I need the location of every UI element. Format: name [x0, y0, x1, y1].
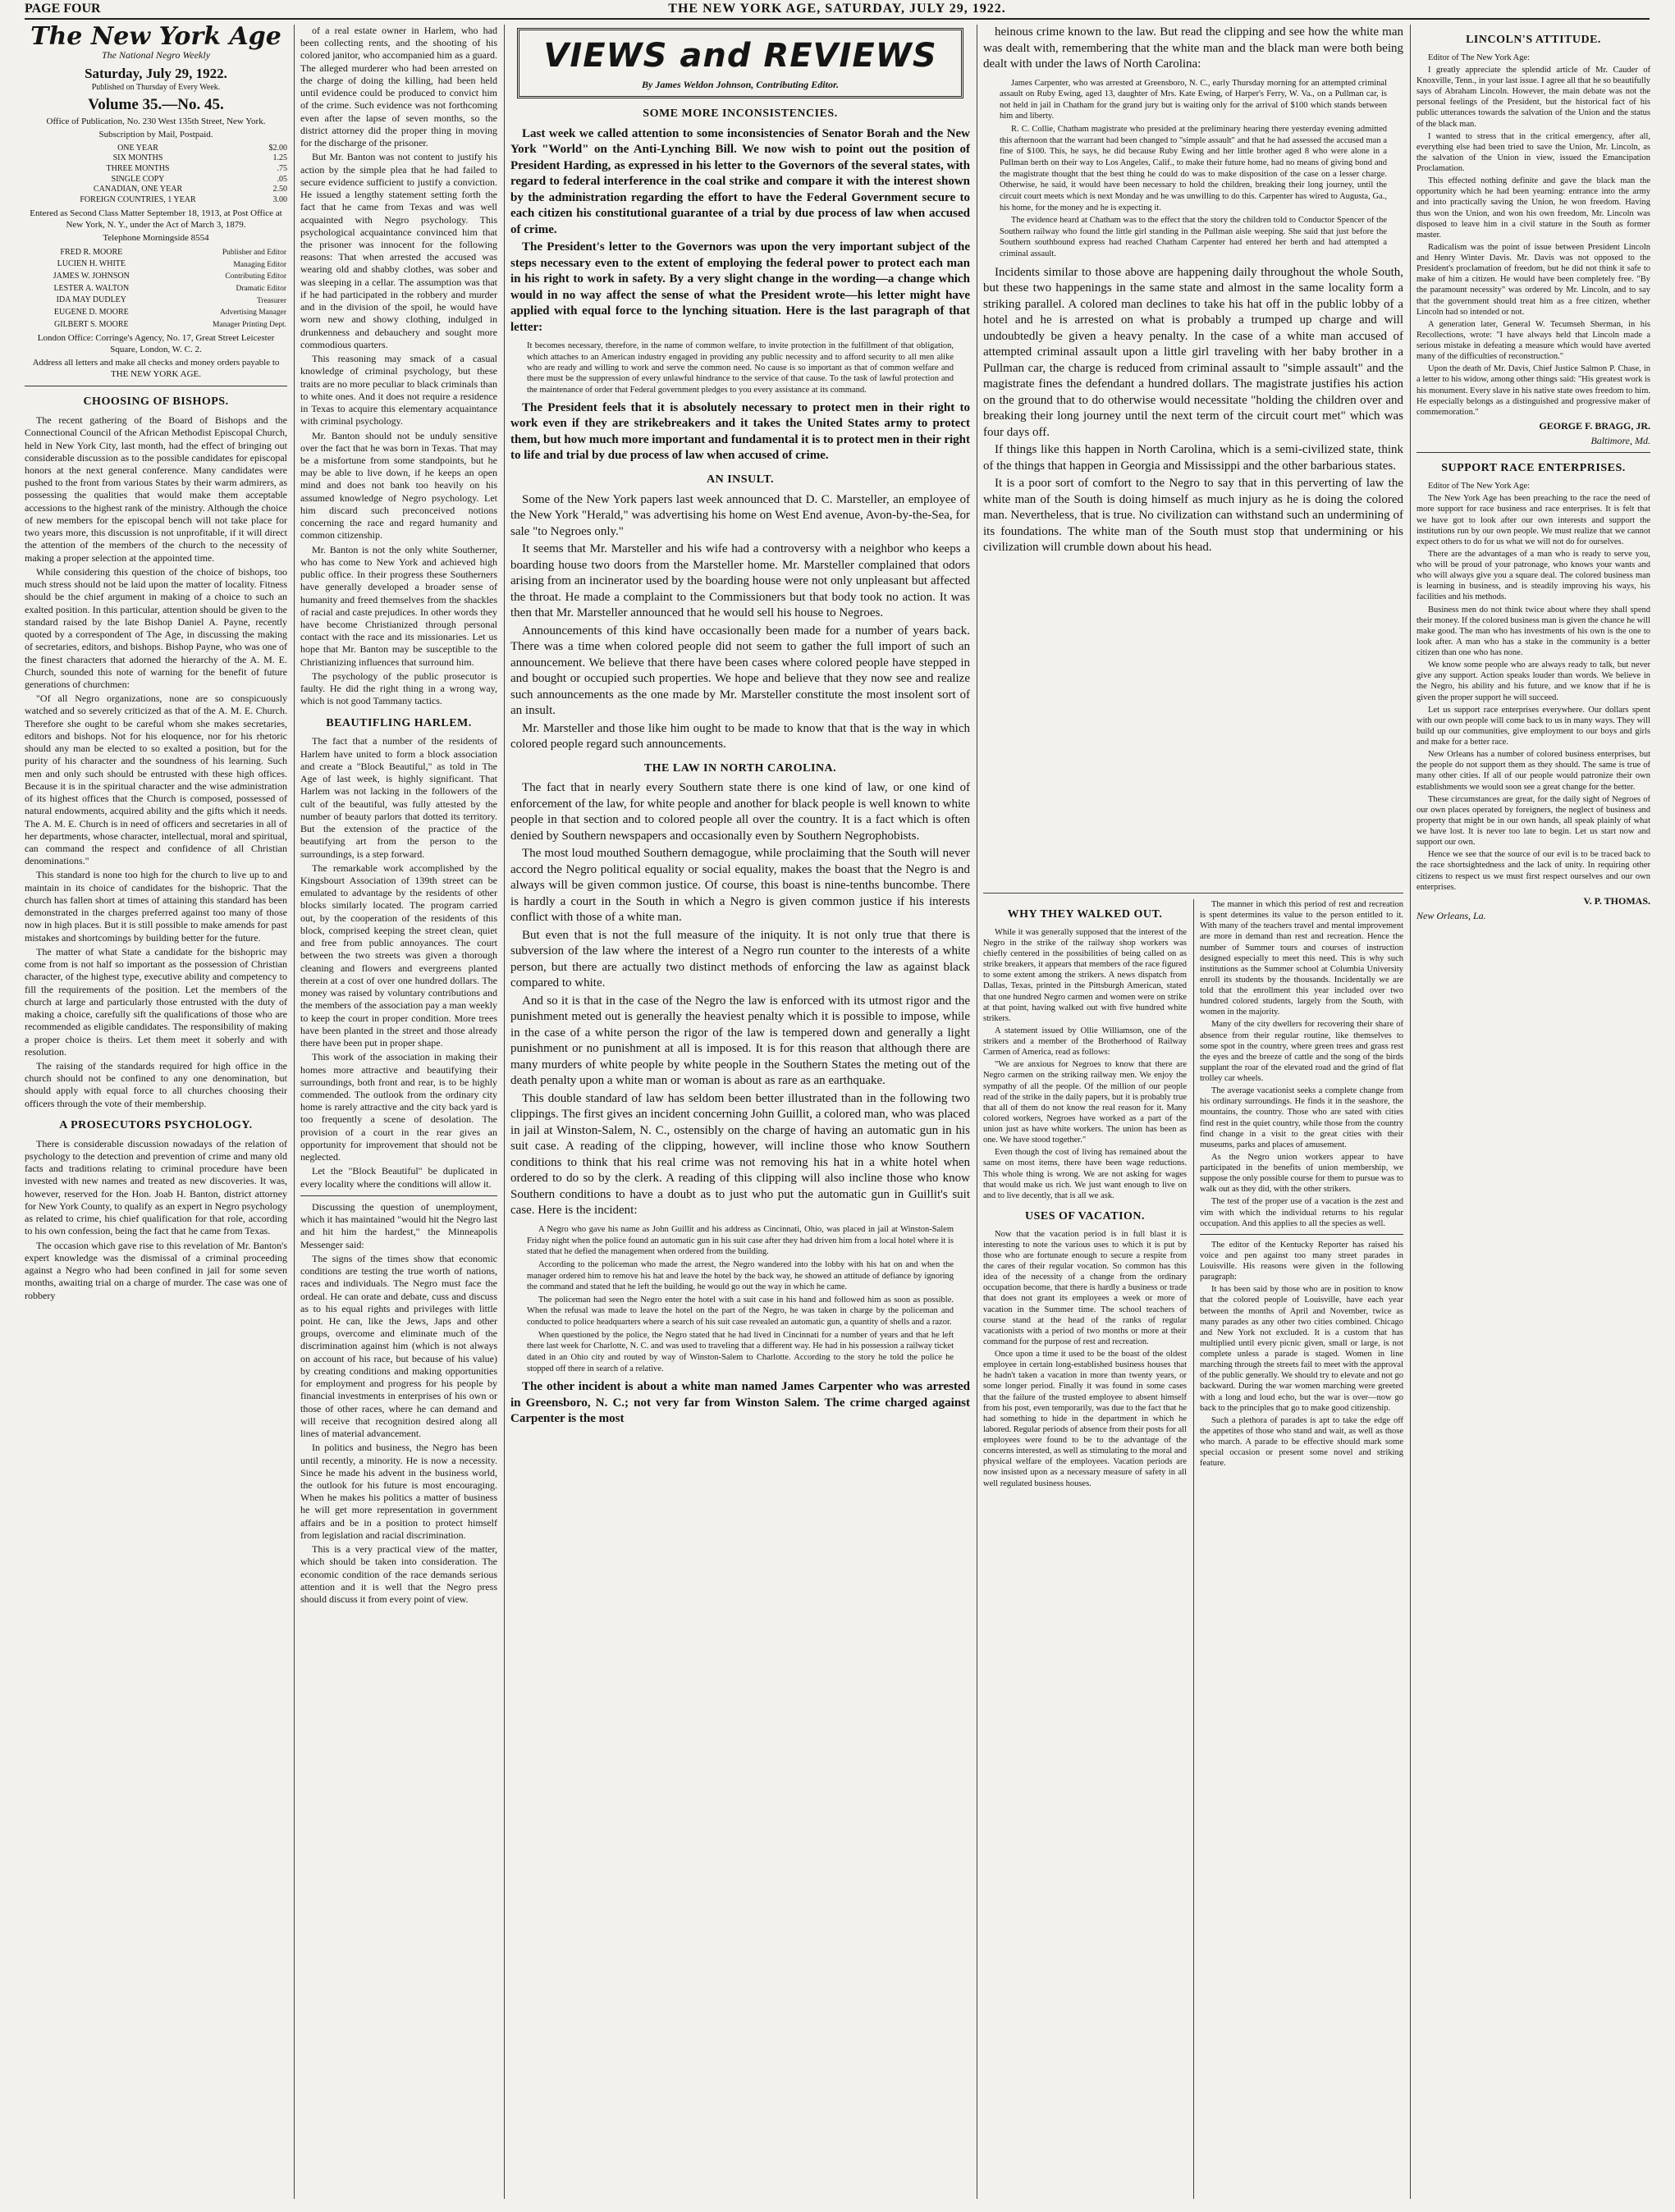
- lead-text: [510, 126, 970, 336]
- paragraph: This is a very practical view of the matter, which should be taken into consideration. The economic condition of the race demands serious attention and it is well that the Negro press should discuss it from every point of view.: [300, 1543, 497, 1606]
- paragraph: Let the "Block Beautiful" be duplicated in every locality where the conditions will allow it.: [300, 1165, 497, 1190]
- paragraph: We know some people who are always ready to talk, but never give any support. Action speaks louder than words. We believe in the Negro, his ability and his future, and we know that if he is given the proper support he will succeed.: [1416, 660, 1650, 702]
- heading-why-walked-out: WHY THEY WALKED OUT.: [1007, 908, 1163, 921]
- paragraph: If things like this happen in North Carolina, which is a semi-civilized state, think of the things that happen in Georgia and Mississippi and the other barbarious states.: [983, 443, 1403, 473]
- paragraph: I greatly appreciate the splendid article of Mr. Cauder of Knoxville, Tenn., in your last issue. I agree all that he so beautifully says of Abraham Lincoln. However, the main debate was not the personal feelings of the President, but the historical fact of his public utterances towards the salvation of the Union and the status of the black man.: [1416, 65, 1650, 129]
- paragraph: This reasoning may smack of a casual knowledge of criminal psychology, but these traits are no more peculiar to black criminals than to white ones. And it does not require a residence in Texas to acquire this elementary acquaintance with criminal psychology.: [300, 353, 497, 427]
- paragraph: This standard is none too high for the church to live up to and maintain in its choice of candidates for the bishopric. That the church has fallen short at times of attaining this standard has been demonstrated in the charges preferred against too many of those now in high places. But it is still possible to make amends for past mistakes and shortcomings by building better for the future.: [25, 869, 287, 944]
- column-rule: [1410, 25, 1411, 2199]
- paragraph: The fact that in nearly every Southern state there is one kind of law, or one kind of enforcement of the law, for white people and another for black people is well known to white people in that section and to colored people all over the country. It is a fact which is often denied by Southern newspapers and occasionally even by Southern Negrophobists.: [510, 781, 970, 843]
- column-4b: [1200, 899, 1403, 2199]
- clipping: [1000, 78, 1387, 260]
- paragraph: While it was generally supposed that the interest of the Negro in the strike of the railway shop workers was chiefly centered in the possibilities of being called on as strike breakers, it appears that members of the race figured to some extent among the strikers. A news dispatch from Dallas, Texas, printed in the Pittsburgh American, stated that one hundred Negro carmen and women were on strike at that point, having walked out with five hundred white strikers.: [983, 927, 1187, 1023]
- rate-row: SIX MONTHS 1.25: [112, 153, 287, 163]
- column-5: [1416, 25, 1650, 2199]
- staff-row: EUGENE D. MOORE Advertising Manager: [53, 308, 286, 318]
- column-4-top: [983, 25, 1403, 886]
- lead-text: [510, 1379, 970, 1428]
- paragraph: Mr. Banton should not be unduly sensitive over the fact that he was born in Texas. That may be a misfortune from some standpoints, but he may be able to live down, if he keeps an open mind and does not bank too heavily on his assumed knowledge of Negro psychology. Let him discard such preconceived notions concerning the race and regard humanity and common citizenship.: [300, 429, 497, 542]
- rate-row: ONE YEAR $2.00: [117, 143, 287, 153]
- staff-table: [25, 247, 287, 331]
- paragraph: While considering this question of the choice of bishops, too much stress should not be laid upon the matter of locality. Fitness should be the chief argument in making of a choice to such an exalted position. In this particular, attention should be given to the standard raised by the late Bishop Daniel A. Payne, recently quoted by a correspondent of The Age, in discussing the making of secretaries, editors, and bishops. Bishop Payne, who was one of the finest characters that adorned the hierarchy of the A. M. E. Church, sounded this note of warning for the benefit of future generations of churchmen:: [25, 565, 287, 690]
- paragraph: When questioned by the police, the Negro stated that he had lived in Cincinnati for a number of years and that he left there last week for Charlotte, N. C. and was used to traveling that a different way. He had in his possession a railway ticket dated in an Ohio city and routed by way of Winston-Salem to Charlotte. According to the story he told the police he stopped off there in search of a relative.: [527, 1330, 954, 1373]
- paragraph: Upon the death of Mr. Davis, Chief Justice Salmon P. Chase, in a letter to his widow, among other things said: "His greatest work is his monument. Every slave in his native state owes freedom to him. He especially belongs as a distinguished and progressive maker of commemoration.": [1416, 364, 1650, 417]
- paragraph: "We are anxious for Negroes to know that there are Negro carmen on the striking railway men. We enjoy the sympathy of all the people. Of the million of our people read of the strike in the daily papers, but it is probably true that all of them do not know the real reason for it. Many colored workers, Negroes have worked as a part of the union just as have white workers. The union has been as one. We have stood together.": [983, 1060, 1187, 1145]
- paragraph: The New York Age has been preaching to the race the need of more support for race business and race enterprises. It is felt that we have got to look after our own interests and support the institutions run by our own people. We must realize that we cannot expect others to do for us what we will not do for ourselves.: [1416, 494, 1650, 546]
- paragraph: Editor of The New York Age:: [1428, 53, 1531, 62]
- paragraph: Hence we see that the source of our evil is to be traced back to the race shortsightedness and the lack of unity. In requiring other citizens to respect us we must first respect ourselves and our own enterprises.: [1416, 850, 1650, 892]
- clipping: [527, 1224, 954, 1374]
- column-4a: [983, 899, 1187, 2199]
- telephone: Telephone Morningside 8554: [103, 232, 209, 243]
- paragraph: Such a plethora of parades is apt to take the edge off the appetites of those who stand and wait, as well as those who march. A parade to be effective should mark some special occasion or present some novel and striking feature.: [1200, 1415, 1403, 1469]
- paragraph: Once upon a time it used to be the boast of the oldest employee in certain long-established business houses that he hadn't taken a vacation in more than twenty years, or some longer period. Finally it was found in some cases that the failure of the trusted employee to absent himself from his post, even temporarily, was due to the fact that he had something to hide in the department in which he labored. Regular periods of absence from their posts for all employees were found to be to the advantage of the concerns interested, as well as stimulating to the moral and physical welfare of the employees. Vacation periods are now insisted upon as a necessary measure of safety in all well regulated business houses.: [983, 1350, 1187, 1488]
- heading-law-north-carolina: THE LAW IN NORTH CAROLINA.: [643, 761, 837, 775]
- paragraph: As the Negro union workers appear to have participated in the benefits of union membership, we suppose the only possible course for them to pursue was to walk out as they did, with the other strikers.: [1200, 1152, 1403, 1195]
- letter-quote: It becomes necessary, therefore, in the name of common welfare, to invite protection in the fulfillment of that obligation, which attaches to an American industry engaged in providing any public necessity and to afford security to all men alike who are ready and willing to work and serve the common need. No cause is so important as that of common welfare and there must be the suppression of every unlawful hindrance to the service of that cause. To the task of lawful protection and the maintenance of order that Federal government pledges to you every assistance at its command.: [527, 341, 954, 395]
- paragraph: In politics and business, the Negro has been until recently, a minority. He is now a necessity. Since he made his advent in the business world, the outlook for his future is most encouraging. When he makes his politics a matter of business he will get more representation in government affairs and be in a position to protect himself from legislation and racial discrimination.: [300, 1442, 497, 1541]
- paragraph: The signs of the times show that economic conditions are testing the true worth of nations, races and individuals. The Negro must face the ordeal. He can orate and debate, cuss and discuss as to his equal rights and privileges with little point. He can, like the Jews, Japs and other groups, overcome and eliminate much of the discrimination against him (which is not always on account of his race, but because of his value) by creating conditions and making opportunities for employment and progress for his people by financial investments in enterprises of his own or those of other races, where he can demand and will receive that recognition desired along all lines of material advancement.: [300, 1252, 497, 1440]
- masthead: [25, 25, 287, 386]
- paragraph: heinous crime known to the law. But read the clipping and see how the white man was dealt with, remembering that the white man and the black man were both being dealt with under the laws of North Carolina:: [983, 25, 1403, 71]
- paragraph: This work of the association in making their homes more attractive and beautifying their surroundings, both front and rear, is to be highly commended. The outlook from the ordinary city home is rarely attractive and the city back yard is too frequently a scene of desolation. The provision of a court in the rear gives an opportunity for improvement that should not be neglected.: [300, 1051, 497, 1163]
- signature-city: New Orleans, La.: [1416, 909, 1486, 921]
- views-byline: By James Weldon Johnson, Contributing Editor.: [642, 78, 839, 90]
- heading-prosecutors-psychology: A PROSECUTORS PSYCHOLOGY.: [59, 1118, 253, 1131]
- rate-row: SINGLE COPY .05: [111, 174, 287, 184]
- masthead-date: Saturday, July 29, 1922.: [85, 66, 227, 82]
- rate-row: CANADIAN, ONE YEAR 2.50: [93, 185, 287, 194]
- paragraph: The test of the proper use of a vacation is the zest and vim with which the individual returns to his regular occupation. And this applies to all the species as well.: [1200, 1197, 1403, 1228]
- column-rule: [504, 25, 505, 2199]
- page-number: PAGE FOUR: [25, 2, 101, 16]
- heading-beautifying-harlem: BEAUTIFLING HARLEM.: [326, 716, 472, 729]
- paragraph: Now that the vacation period is in full blast it is interesting to note the various uses to which it is put by those who are fortunate enough to secure a respite from the cares of their regular vocation. So common has this idea of the necessity of a change from the ordinary occupation become, that there is hardly a business or trade that does not grant its employees a week or more of vacation in the Summer time. The school teachers of course stand at the head of the ranks of regular vacationists with a period of two months or more at their command for the purpose of rest and recreation.: [983, 1229, 1187, 1346]
- paragraph: I wanted to stress that in the critical emergency, after all, everything else had been tried to save the Union, Mr. Lincoln, as the salvation of the Union in view, issued the Emancipation Proclamation.: [1416, 131, 1650, 174]
- masthead-volume: Volume 35.—No. 45.: [88, 95, 224, 113]
- staff-row: IDA MAY DUDLEY Treasurer: [56, 295, 286, 305]
- masthead-title: The New York Age: [30, 25, 281, 51]
- paragraph: R. C. Collie, Chatham magistrate who presided at the preliminary hearing there yesterday evening admitted this afternoon that the warrant had been changed to "simple assault" and that he had assessed the accused man a fine of $100. This, he says, he did because Ruby Ewing and her little brother aged 8 who were alone in a Pullman berth on their way to Los Angeles, Calif., to make their future home, had no means of giving bond and the magistrate thought that the best thing he could do was to make disposition of the case on a lesser charge. Otherwise, he said, it would have been necessary to hold the children, breaking their long journey, until the circuit court meets which is next Monday and he was unwilling to do this. Carpenter has wired to Augusta, Ga., his home, for the money and he is expecting it.: [1000, 125, 1387, 213]
- paragraph: The editor of the Kentucky Reporter has raised his voice and pen against too many street parades in Louisville. His reasons were given in the following paragraph:: [1200, 1240, 1403, 1282]
- paragraph: of a real estate owner in Harlem, who had been collecting rents, and the shooting of his colored janitor, who accompanied him as a guard. The alleged murderer who had been arrested on the charge of doing the killing, had been held until evidence could be produced to convict him of the crime. Such evidence was not forthcoming even after the lapse of seven months, so the district attorney did the proper thing in moving for the discharge of the prisoner.: [300, 25, 497, 149]
- staff-row: FRED R. MOORE Publisher and Editor: [60, 247, 286, 257]
- paragraph: Mr. Marsteller and those like him ought to be made to know that that is the way in which colored people regard such announcements.: [510, 721, 970, 752]
- paragraph: These circumstances are great, for the daily sight of Negroes of our own places operated by foreigners, the neglect of business and property that might be in our own hands, all speak plainly of what we have lost. It is never too late to begin. Let us start now and support our own.: [1416, 794, 1650, 848]
- paragraph: The matter of what State a candidate for the bishopric may come from is not half so important as the possession of Christian character, of the highest type, executive ability and competency to fill the requirements of the position. Let the members of the church at large and particularly those entrusted with the duty of making a choice, carefully sift the qualifications of those who are recommended as eligible candidates. The responsibility of making a proper choice is theirs. Let them meet it soberly and with resolution.: [25, 945, 287, 1058]
- paragraph: This double standard of law has seldom been better illustrated than in the following two clippings. The first gives an incident concerning John Guillit, a colored man, who was placed in jail at Winston-Salem, N. C., ostensibly on the charge of having an automatic gun in his suit case. A reading of the clipping, however, will incline those who know Southern conditions to think that his real crime was not removing his hat in a white hotel when ordered to do so by the clerk. A reading of this clipping will also incline those who know Southern conditions to have a doubt as to just who put the automatic gun in Guillit's suit case. Here is the incident:: [510, 1091, 970, 1218]
- paragraph: Announcements of this kind have occasionally been made for a number of years back. There was a time when colored people did not seem to gather the full import of such an announcement. We believe that there have been cases where colored people have stepped in and bought or occupied such properties. We hope and believe that they now see and realize such announcements as the one made by Mr. Marsteller constitute the most insolent sort of an insult.: [510, 624, 970, 718]
- paragraph: James Carpenter, who was arrested at Greensboro, N. C., early Thursday morning for an attempted criminal assault on Ruby Ewing, aged 13, daughter of Mrs. Kate Ewing, of Harper's Ferry, W. Va., on a Pullman car, is not held in jail in Chatham for the grand jury but is waiting only for the arrival of $100 which stands between him and liberty.: [1000, 78, 1387, 121]
- paragraph: A Negro who gave his name as John Guillit and his address as Cincinnati, Ohio, was placed in jail at Winston-Salem Friday night when the police found an automatic gun in his suit case after they had driven him from a local hotel where it is stated that he defied the management when ordered from the building.: [527, 1224, 954, 1257]
- rate-row: FOREIGN COUNTRIES, 1 YEAR 3.00: [80, 195, 287, 204]
- rates-table: [25, 144, 287, 206]
- paragraph: But even that is not the full measure of the iniquity. It is not only true that there is subversion of the law where the interest of a Negro run counter to the interests of a white person, but there are actually two distinct methods of enforcing the law as against black compared to white.: [510, 928, 970, 990]
- paragraph: There are the advantages of a man who is ready to serve you, who will be proud of your patronage, who knows your wants and who will always give you a square deal. The colored business man is learning in business, and is steadily improving his ways, his facilities and his methods.: [1416, 549, 1650, 602]
- paragraph: It is a poor sort of comfort to the Negro to say that in this perverting of law the white man of the South is doing himself as much injury as he is doing the colored man. Nevertheless, that is true. No civilization can withstand such an undermining of its foundations. The white man of the South must stop that undermining or his civilization will crumble down about his head.: [983, 477, 1403, 555]
- divider: [300, 1195, 497, 1196]
- paragraph: The other incident is about a white man named James Carpenter who was arrested in Greensboro, N. C.; not very far from Winston Salem. The crime charged against Carpenter is the most: [510, 1380, 970, 1426]
- paragraph: The psychology of the public prosecutor is faulty. He did the right thing in a wrong way, which is not good Tammany tactics.: [300, 670, 497, 707]
- divider: [1416, 452, 1650, 453]
- signature: V. P. THOMAS.: [1583, 894, 1650, 907]
- lead-text: [510, 400, 970, 464]
- paragraph: The President feels that it is absolutely necessary to protect men in their right to work even if they are strikebreakers and it takes the United States army to protect them, but how much more important and fundamental it is to protect men in their right to life and trial by due process of law when accused of crime.: [510, 400, 970, 463]
- paragraph: The recent gathering of the Board of Bishops and the Connectional Council of the African Methodist Episcopal Church, held in New York City, last month, had the effect of bringing out considerable discussion as to the possible candidates for episcopal honors at the next general conference. Many candidates were pushed to the front from various States by their warm admirers, as possessing the qualities that would make them acceptable accessions to the highest rank of the ministry. Although the choice of new members for the episcopal bench will not take place for two years more, this discussion is not unprofitable, if it will direct the attention of the members of the church to the necessity of making a proper selection at the appointed time.: [25, 414, 287, 564]
- paragraph: Incidents similar to those above are happening daily throughout the whole South, but these two happenings in the same state and almost in the same locality form a striking parallel. A colored man declines to take his hat off in the public lobby of a hotel and he is arrested on what is probably a trumped up charge and will undoubtedly be given a heavy penalty. In the case of a white man accused of attempted criminal assault upon a little girl traveling with her baby brother in a Pullman car, the charge is reduced from criminal assault to "simple assault" and the magistrate fines the defendant a hundred dollars. The magistrate justifies his action on the ground that to do otherwise would necessitate "holding the children over and breaking their long journey until the next term of the circuit court met" which was four days off.: [983, 265, 1403, 439]
- views-and-reviews-banner: [517, 28, 963, 98]
- address-note: Address all letters and make all checks and money orders payable to THE NEW YORK AGE.: [32, 358, 280, 380]
- paragraph: Mr. Banton is not the only white Southerner, who has come to New York and achieved high public office. In their progress these Southerners have generally developed a broader sense of humanity and freed themselves from the shackles of racial and caste prejudices. In other words they have become Christianized through personal contact with the race and its missionaries. Let us hope that Mr. Banton may be susceptible to the Christianizing influences that surround him.: [300, 543, 497, 668]
- entered-notice: Entered as Second Class Matter September 18, 1913, at Post Office at New York, N. Y., under the Act of March 3, 1879.: [30, 208, 282, 230]
- paragraph: This effected nothing definite and gave the black man the opportunity which he had been yearning: entrance into the army and into practically saving the Union, he won freedom. Having thus won the Union, and won his own freedom, Mr. Lincoln was disposed to leave him in a civil stature in the South as former master.: [1416, 176, 1650, 240]
- column-2: [300, 25, 497, 2199]
- paragraph: The manner in which this period of rest and recreation is spent determines its value to the person entitled to it. With many of the teachers travel and mental improvement are more in demand than rest and recreation. Hence the number of Summer tours and courses of instruction designed especially to meet this need. This is why such institutions as the Summer school at Columbia University enroll its students by the thousands. Incidentally we are told that the enrollment this year included over two hundred colored students, largely from the South, with women in the majority.: [1200, 900, 1403, 1017]
- column-rule: [294, 25, 295, 2199]
- paragraph: "Of all Negro organizations, none are so conspicuously watched and so severely criticized as that of the A. M. E. Church. Therefore she ought to be careful whom she makes secretaries, editors and bishops. Not for his eloquence, nor for his rhetoric should any man be elected to so exalted a position, but for the purity of his character and the soundness of his learning. Such men and only such should be entrusted with these high offices. Because it is in the spiritual character and the wise administration of its highest offices that the Church is composed, possessed of natural endowments, acquired ability and the gifts which it needs. The A. M. E. Church is in need of officers and secretaries in all of her departments, whose character, intellectual, moral and spiritual, can command the respect and confidence of all Christian denominations.": [25, 692, 287, 867]
- paragraph: Editor of The New York Age:: [1428, 482, 1531, 491]
- page-header: [25, 0, 1650, 20]
- subscription-title: Subscription by Mail, Postpaid.: [98, 129, 213, 139]
- paragraph: Many of the city dwellers for recovering their share of absence from their regular routine, like themselves to some spot in the country, where green trees and grass rest the eyes and the breeze of cattle and the song of the birds supplant the roar of the elevated road and the grind of flat trolley car wheels.: [1200, 1020, 1403, 1083]
- heading-an-insult: AN INSULT.: [706, 473, 775, 486]
- paragraph: Last week we called attention to some inconsistencies of Senator Borah and the New York "World" on the Anti-Lynching Bill. We now wish to point out the position of President Harding, as expressed in his letter to the Governors of the several states, with regard to federal interference in the coal strike and compare it with the interest shown by the administration regarding the effort to have the Federal Government secure to each citizen his constitutional guarantee of a trial by due process of law when accused of crime.: [510, 126, 970, 236]
- paragraph: New Orleans has a number of colored business enterprises, but the people do not support them as they should. The same is true of many other cities. If all of our people would patronize their own establishments we would soon see a great change for the better.: [1416, 750, 1650, 792]
- rate-row: THREE MONTHS .75: [106, 163, 287, 173]
- divider: [1200, 1234, 1403, 1235]
- paragraph: It has been said by those who are in position to know that the colored people of Louisville, have each year between the months of April and November, twice as many parades as any other two cities combined. Chicago and New York not excluded. It is a custom that has multiplied until every picnic given, small or large, is not complete unless a parade is staged. Women in line marching through the streets fail to meet with the approval of the public generally. We should try to elevate and not go backward. During the war women marching were greeted with a long and loud echo, but the war is over—now go back to the principles that go to make good citizenship.: [1200, 1285, 1403, 1413]
- paragraph: The average vacationist seeks a complete change from his ordinary surroundings. He finds it in the seashore, the mountains, the country. Those who are sated with cities find rest in the quiet country, while those from the country find change in a visit to the great cities with their museums, parks and places of amusement.: [1200, 1086, 1403, 1149]
- paragraph: The fact that a number of the residents of Harlem have united to form a block association and create a "Block Beautiful," as told in The Age of last week, is highly significant. That Harlem was not lacking in the followers of the cult of the beautiful, was fully attested by the number of beauty parlors that dotted its territory. But the extension of the practice of the beautifying art from the person to the surroundings, is a step forward.: [300, 735, 497, 860]
- office-address: Office of Publication, No. 230 West 135th Street, New York.: [46, 116, 266, 126]
- paragraph: But Mr. Banton was not content to justify his action by the simple plea that he had failed to secure evidence sufficient to justify a conviction. He issued a lengthy statement setting forth the fact that he came from Texas and was well acquainted with Negro psychology. This psychological acquaintance convinced him that the prisoner was innocent for the following reasons: That when arrested the accused was wearing old and shabby clothes, was sober and was sleeping in a cellar. The assumption was that if he had participated in the robbery and murder and in the division of the spoil, he would have worn new and showy clothing, indulged in drunkenness and debauchery and sought more commodious quarters.: [300, 151, 497, 350]
- paragraph: The raising of the standards required for high office in the church should not be confined to any one denomination, but should apply with equal force to all churches choosing their officers through the vote of their membership.: [25, 1060, 287, 1109]
- heading-uses-of-vacation: USES OF VACATION.: [1024, 1209, 1146, 1223]
- paragraph: The President's letter to the Governors was upon the very important subject of the steps necessary even to the extent of employing the federal power to protect each man in his right to work in safety. By a very slight change in the wording—a change which would in no way affect the sense of what the President wrote—his letter might have applied with equal force to the lynching situation. Here is the last paragraph of that letter:: [510, 240, 970, 334]
- paragraph: The policeman had seen the Negro enter the hotel with a suit case in his hand and followed him as soon as possible. When the refusal was made to leave the hotel on the part of the Negro, he was taken in charge by the policeman and conducted to police headquarters where a search of his suit case revealed an automatic gun, a quantity of shells and a razor.: [527, 1295, 954, 1328]
- paragraph: And so it is that in the case of the Negro the law is enforced with its utmost rigor and the punishment meted out is generally the heaviest penalty which it is possible to impose, while in the case of a white person the rigor of the law is tempered down and generally a light punishment or no punishment at all is imposed. It is for this reason that although there are many murders of white people by white people in the Southern States the meting out of the death penalty upon a white man or woman is about as rare as an earthquake.: [510, 994, 970, 1088]
- staff-row: JAMES W. JOHNSON Contributing Editor: [53, 271, 286, 281]
- paragraph: It seems that Mr. Marsteller and his wife had a controversy with a neighbor who keeps a boarding house two doors from the Marsteller home. Mr. Marsteller complained that odors arising from an incinerator used by the boarding house were not only unpleasant but affected the throat. He made a complaint to the Commissioners but that body took no action. It was then that Mr. Marsteller announced that he would sell his house to Negroes.: [510, 542, 970, 620]
- column-1: [25, 25, 287, 2199]
- paragraph: Even though the cost of living has remained about the same on most items, there have been wage reductions. This whole thing is wrong. We are not asking for wages that would make us rich. We just want enough to live on and to live decently, that is all we ask.: [983, 1148, 1187, 1200]
- paragraph: Let us support race enterprises everywhere. Our dollars spent with our own people will come back to us in many ways. They will build up our communities, give employment to our boys and girls and make for a better race.: [1416, 705, 1650, 747]
- column-3: [510, 25, 970, 2199]
- masthead-subtitle: The National Negro Weekly: [101, 49, 211, 61]
- heading-inconsistencies: SOME MORE INCONSISTENCIES.: [643, 107, 838, 121]
- staff-row: GILBERT S. MOORE Manager Printing Dept.: [54, 319, 286, 330]
- page-banner: THE NEW YORK AGE, SATURDAY, JULY 29, 1922.: [668, 2, 1006, 16]
- paragraph: Discussing the question of unemployment, which it has maintained "would hit the Negro last and hit him the hardest," the Minneapolis Messenger said:: [300, 1200, 497, 1250]
- signature-city: Baltimore, Md.: [1590, 435, 1650, 447]
- column-rule: [1193, 899, 1194, 2199]
- staff-row: LUCIEN H. WHITE Managing Editor: [57, 259, 286, 269]
- paragraph: The most loud mouthed Southern demagogue, while proclaiming that the South will never accord the Negro political equality or social equality, makes the boast that the Negro is and always will be given common justice. Of course, this boast is nine-tenths buncombe. There is hardly a court in the South in which a Negro is given common justice if his interests conflict with those of a white man.: [510, 847, 970, 925]
- paragraph: Radicalism was the point of issue between President Lincoln and Henry Winter Davis. Mr. Davis was not opposed to the President's proclamation of freedom, but he did not think it safe to make of him a citizen. He would have been completely free. "By the paramount necessity" was ordered by Mr. Lincoln, and to say that the government should treat him as a free citizen, whether Lincoln had so intended or not.: [1416, 242, 1650, 317]
- london-office: London Office: Corringe's Agency, No. 17, Great Street Leicester Square, London, W. C. 2.: [37, 333, 275, 355]
- staff-row: LESTER A. WALTON Dramatic Editor: [53, 283, 286, 293]
- heading-choosing-bishops: CHOOSING OF BISHOPS.: [83, 395, 229, 409]
- heading-support-race-enterprises: SUPPORT RACE ENTERPRISES.: [1441, 462, 1626, 475]
- paragraph: The occasion which gave rise to this revelation of Mr. Banton's expert knowledge was the dismissal of a criminal proceeding against a Negro who had been confined in jail for some seven months, awaiting trial on a charge of murder. The case was one of robbery: [25, 1239, 287, 1301]
- paragraph: The remarkable work accomplished by the Kingsbourt Association of 139th street can be emulated to advantage by the residents of other blocks similarly located. The program carried out, by the cooperation of the residents of this block, comprised keeping the street clean, quiet and free from public annoyances. The court between the two streets was given a thorough cleaning and flowers and evergreens planted therein at a cost of over one hundred dollars. The money was raised by voluntary contributions and the members of the association pay a man weekly to keep the court in proper condition. More trees have been planted in the street and those already there have been put in proper shape.: [300, 861, 497, 1049]
- paragraph: According to the policeman who made the arrest, the Negro wandered into the lobby with his hat on and when the manager ordered him to remove his hat and leave the hotel by the back way, he showed an attitude of defiance by ignoring the command and stated that he left the building, he would go out the way in which he came.: [527, 1259, 954, 1292]
- paragraph: A statement issued by Ollie Williamson, one of the strikers and a member of the Brotherhood of Railway Carmen of America, read as follows:: [983, 1026, 1187, 1058]
- masthead-frequency: Published on Thursday of Every Week.: [91, 82, 221, 92]
- paragraph: Some of the New York papers last week announced that D. C. Marsteller, an employee of the New York "Herald," was advertising his home on West End avenue, Avon-by-the-Sea, for sale "to Negroes only.": [510, 492, 970, 538]
- paragraph: A generation later, General W. Tecumseh Sherman, in his Recollections, wrote: "I have always held that Lincoln made a serious mistake in defeating a measure which would have averted many of the difficulties of reconstruction.": [1416, 319, 1650, 362]
- paragraph: Business men do not think twice about where they shall spend their money. If the colored business man is given the chance he will make good. The man who has investments of his own is the one to look after. A man who has a stake in the community is a better citizen than one who has none.: [1416, 605, 1650, 657]
- signature: GEORGE F. BRAGG, JR.: [1539, 419, 1650, 432]
- views-title: VIEWS and REVIEWS: [543, 37, 937, 75]
- paragraph: The evidence heard at Chatham was to the effect that the story the children told to Conductor Spencer of the Southern railway who found the little girl standing in the Pullman aisle weeping. She said that just before the Southern southbound express had reached Chatham Carpenter had entered her berth and had attempted a criminal assault.: [1000, 216, 1387, 259]
- paragraph: There is considerable discussion nowadays of the relation of psychology to the detection and prevention of crime and many old facts and traditions relating to criminal procedure have been invested with new names and treated as new discoveries. It was, however, reserved for the Hon. Joab H. Banton, district attorney for New York County, to qualify as an expert in Negro psychology as related to crime, his chief qualification for that role, according to his own confession, being the fact that he came from Texas.: [25, 1137, 287, 1237]
- heading-lincolns-attitude: LINCOLN'S ATTITUDE.: [1466, 34, 1601, 46]
